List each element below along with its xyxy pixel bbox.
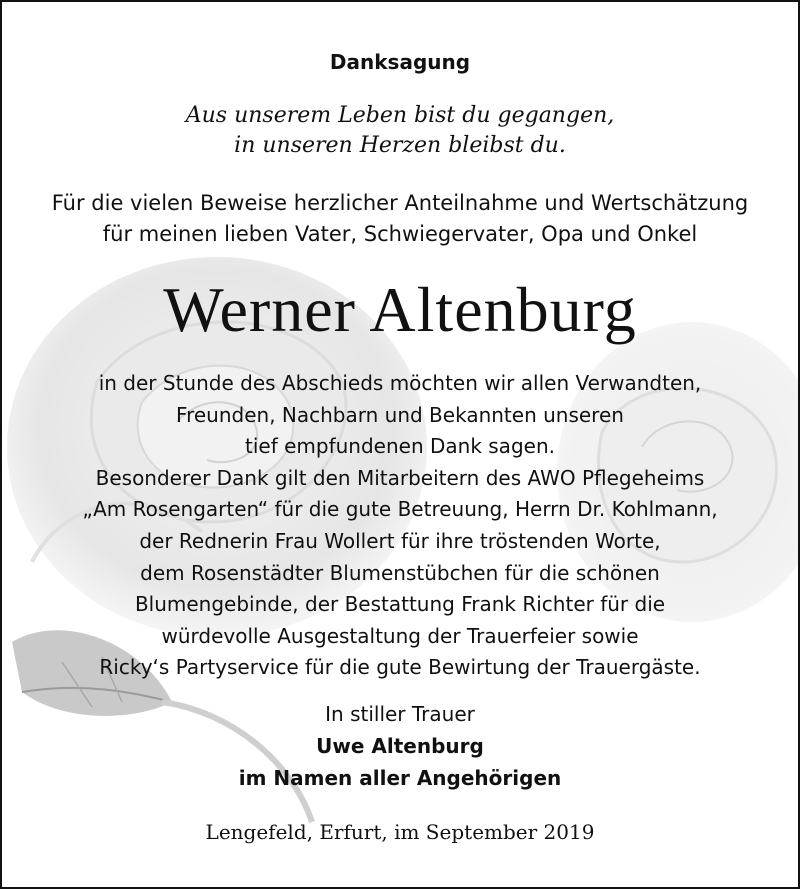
quote-line: Aus unserem Leben bist du gegangen, [185, 103, 615, 128]
mourning-label: In stiller Trauer [325, 702, 475, 726]
place-date: Lengefeld, Erfurt, im September 2019 [205, 820, 595, 844]
body-line: Freunden, Nachbarn und Bekannten unseren [176, 402, 624, 427]
thanks-intro [2, 188, 798, 250]
signatory-name: Uwe Altenburg [316, 734, 484, 758]
body-line: Ricky‘s Partyservice für die gute Bewirtung der Trauergäste. [99, 655, 701, 680]
body-line: der Rednerin Frau Wollert für ihre tröstenden Worte, [139, 528, 661, 553]
thanks-body [2, 368, 798, 684]
memorial-quote [2, 101, 798, 161]
body-line: würdevolle Ausgestaltung der Trauerfeier sowie [161, 623, 639, 648]
deceased-name: Werner Altenburg [163, 274, 637, 345]
quote-line: in unseren Herzen bleibst du. [234, 133, 566, 158]
body-line: „Am Rosengarten“ für die gute Betreuung, Herrn Dr. Kohlmann, [82, 497, 718, 522]
body-line: Besonderer Dank gilt den Mitarbeitern des AWO Pflegeheims [95, 465, 705, 490]
notice-heading: Danksagung [329, 50, 471, 74]
sign-off [2, 698, 798, 794]
body-line: Blumengebinde, der Bestattung Frank Richter für die [134, 592, 666, 617]
body-line: dem Rosenstädter Blumenstübchen für die schönen [140, 560, 660, 585]
intro-line: für meinen lieben Vater, Schwiegervater, Opa und Onkel [102, 222, 698, 246]
intro-line: Für die vielen Beweise herzlicher Anteilnahme und Wertschätzung [51, 191, 749, 215]
body-line: tief empfundenen Dank sagen. [245, 434, 555, 459]
signatory-note: im Namen aller Angehörigen [238, 766, 562, 790]
body-line: in der Stunde des Abschieds möchten wir allen Verwandten, [98, 371, 702, 395]
